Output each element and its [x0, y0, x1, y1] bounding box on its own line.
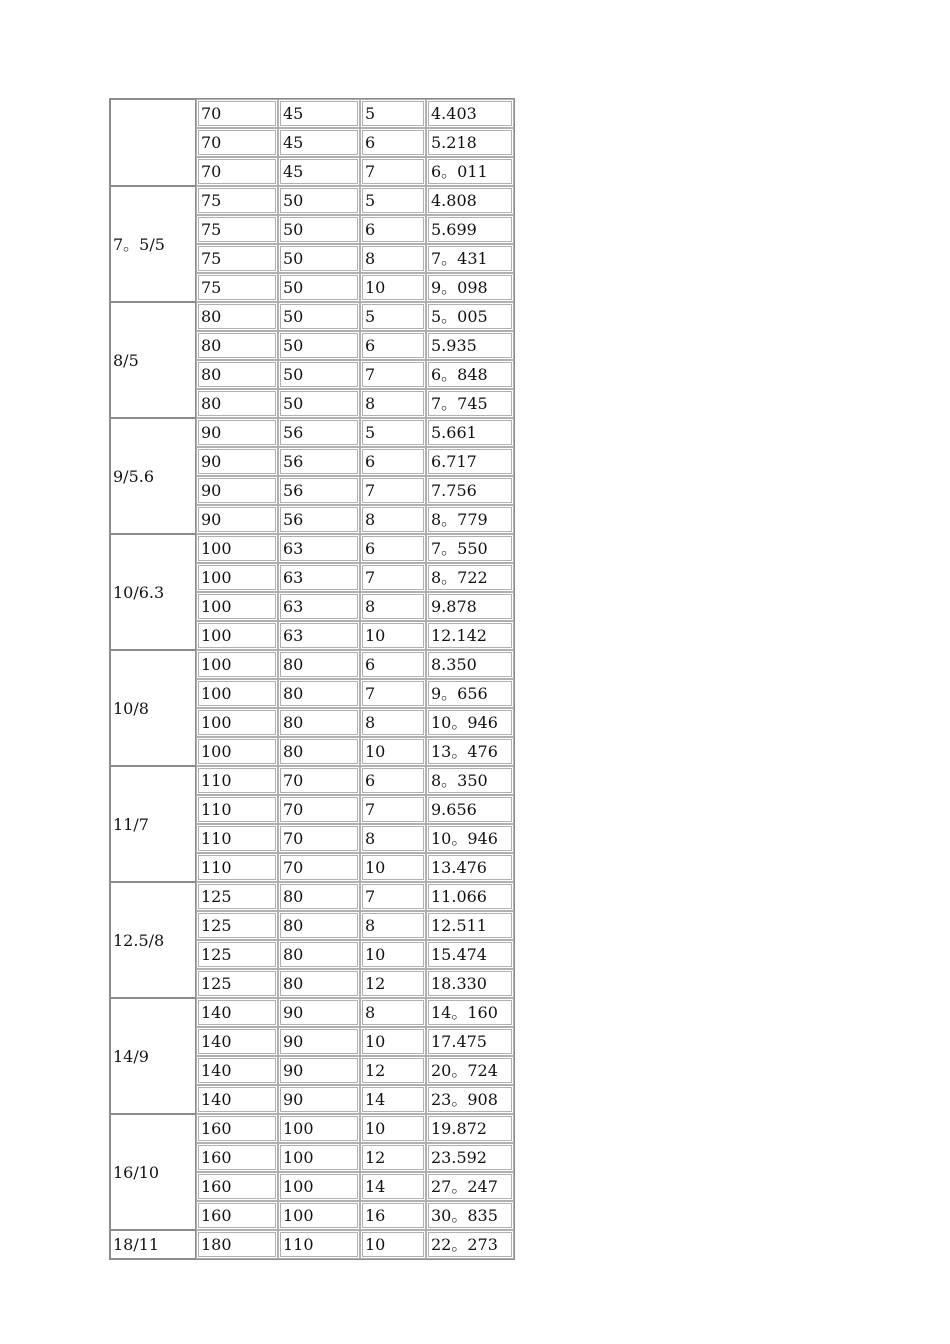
long-side-cell: 140 — [196, 1027, 278, 1056]
long-side-cell: 75 — [196, 244, 278, 273]
long-side-cell: 80 — [196, 389, 278, 418]
short-side-cell: 110 — [278, 1230, 360, 1259]
long-side-cell: 125 — [196, 911, 278, 940]
thickness-cell: 12 — [360, 969, 426, 998]
short-side-cell: 50 — [278, 215, 360, 244]
short-side-cell: 45 — [278, 128, 360, 157]
long-side-cell: 100 — [196, 621, 278, 650]
long-side-cell: 70 — [196, 128, 278, 157]
thickness-cell: 16 — [360, 1201, 426, 1230]
table-row — [110, 534, 514, 563]
thickness-cell: 8 — [360, 998, 426, 1027]
long-side-cell: 110 — [196, 824, 278, 853]
weight-cell: 30。835 — [426, 1201, 514, 1230]
weight-cell: 20。724 — [426, 1056, 514, 1085]
short-side-cell: 70 — [278, 824, 360, 853]
table-row — [110, 418, 514, 447]
short-side-cell: 50 — [278, 389, 360, 418]
weight-cell: 5.661 — [426, 418, 514, 447]
long-side-cell: 110 — [196, 795, 278, 824]
short-side-cell: 50 — [278, 302, 360, 331]
thickness-cell: 7 — [360, 360, 426, 389]
weight-cell: 10。946 — [426, 708, 514, 737]
weight-cell: 19.872 — [426, 1114, 514, 1143]
short-side-cell: 70 — [278, 795, 360, 824]
angle-steel-spec-table — [109, 98, 515, 1260]
thickness-cell: 14 — [360, 1085, 426, 1114]
long-side-cell: 160 — [196, 1201, 278, 1230]
weight-cell: 6.717 — [426, 447, 514, 476]
short-side-cell: 90 — [278, 1056, 360, 1085]
short-side-cell: 80 — [278, 679, 360, 708]
weight-cell: 13。476 — [426, 737, 514, 766]
weight-cell: 8。779 — [426, 505, 514, 534]
weight-cell: 23。908 — [426, 1085, 514, 1114]
short-side-cell: 80 — [278, 737, 360, 766]
thickness-cell: 7 — [360, 882, 426, 911]
thickness-cell: 5 — [360, 418, 426, 447]
short-side-cell: 63 — [278, 592, 360, 621]
thickness-cell: 5 — [360, 302, 426, 331]
long-side-cell: 90 — [196, 505, 278, 534]
thickness-cell: 12 — [360, 1056, 426, 1085]
short-side-cell: 56 — [278, 476, 360, 505]
long-side-cell: 160 — [196, 1114, 278, 1143]
long-side-cell: 100 — [196, 592, 278, 621]
thickness-cell: 6 — [360, 534, 426, 563]
short-side-cell: 56 — [278, 447, 360, 476]
weight-cell: 15.474 — [426, 940, 514, 969]
model-number-cell: 9/5.6 — [110, 418, 196, 534]
short-side-cell: 50 — [278, 273, 360, 302]
thickness-cell: 10 — [360, 1027, 426, 1056]
short-side-cell: 50 — [278, 244, 360, 273]
short-side-cell: 100 — [278, 1114, 360, 1143]
long-side-cell: 125 — [196, 969, 278, 998]
long-side-cell: 100 — [196, 679, 278, 708]
short-side-cell: 50 — [278, 331, 360, 360]
thickness-cell: 10 — [360, 621, 426, 650]
thickness-cell: 8 — [360, 911, 426, 940]
weight-cell: 12.511 — [426, 911, 514, 940]
thickness-cell: 8 — [360, 592, 426, 621]
table-row — [110, 650, 514, 679]
table-row — [110, 1114, 514, 1143]
table-row — [110, 186, 514, 215]
long-side-cell: 100 — [196, 708, 278, 737]
short-side-cell: 90 — [278, 998, 360, 1027]
long-side-cell: 160 — [196, 1143, 278, 1172]
weight-cell: 5.935 — [426, 331, 514, 360]
long-side-cell: 140 — [196, 1085, 278, 1114]
weight-cell: 13.476 — [426, 853, 514, 882]
weight-cell: 22。273 — [426, 1230, 514, 1259]
short-side-cell: 56 — [278, 505, 360, 534]
weight-cell: 7。550 — [426, 534, 514, 563]
thickness-cell: 7 — [360, 795, 426, 824]
weight-cell: 4.403 — [426, 99, 514, 128]
short-side-cell: 63 — [278, 563, 360, 592]
thickness-cell: 10 — [360, 737, 426, 766]
thickness-cell: 14 — [360, 1172, 426, 1201]
long-side-cell: 70 — [196, 157, 278, 186]
short-side-cell: 90 — [278, 1027, 360, 1056]
weight-cell: 10。946 — [426, 824, 514, 853]
short-side-cell: 80 — [278, 708, 360, 737]
weight-cell: 11.066 — [426, 882, 514, 911]
long-side-cell: 110 — [196, 853, 278, 882]
short-side-cell: 70 — [278, 853, 360, 882]
short-side-cell: 100 — [278, 1143, 360, 1172]
table-row — [110, 998, 514, 1027]
long-side-cell: 160 — [196, 1172, 278, 1201]
short-side-cell: 100 — [278, 1201, 360, 1230]
long-side-cell: 75 — [196, 215, 278, 244]
long-side-cell: 125 — [196, 882, 278, 911]
short-side-cell: 80 — [278, 650, 360, 679]
thickness-cell: 6 — [360, 447, 426, 476]
spec-table-body — [110, 99, 514, 1259]
short-side-cell: 45 — [278, 99, 360, 128]
weight-cell: 8。722 — [426, 563, 514, 592]
long-side-cell: 140 — [196, 998, 278, 1027]
table-row — [110, 302, 514, 331]
weight-cell: 9.656 — [426, 795, 514, 824]
long-side-cell: 100 — [196, 737, 278, 766]
thickness-cell: 10 — [360, 1114, 426, 1143]
table-row — [110, 99, 514, 128]
long-side-cell: 180 — [196, 1230, 278, 1259]
short-side-cell: 63 — [278, 621, 360, 650]
weight-cell: 6。011 — [426, 157, 514, 186]
short-side-cell: 80 — [278, 969, 360, 998]
weight-cell: 5.218 — [426, 128, 514, 157]
weight-cell: 27。247 — [426, 1172, 514, 1201]
weight-cell: 9。656 — [426, 679, 514, 708]
thickness-cell: 5 — [360, 186, 426, 215]
thickness-cell: 5 — [360, 99, 426, 128]
model-number-cell: 11/7 — [110, 766, 196, 882]
table-row — [110, 1230, 514, 1259]
thickness-cell: 7 — [360, 563, 426, 592]
long-side-cell: 80 — [196, 331, 278, 360]
model-number-cell: 14/9 — [110, 998, 196, 1114]
thickness-cell: 7 — [360, 157, 426, 186]
short-side-cell: 80 — [278, 940, 360, 969]
long-side-cell: 75 — [196, 186, 278, 215]
weight-cell: 23.592 — [426, 1143, 514, 1172]
thickness-cell: 8 — [360, 505, 426, 534]
short-side-cell: 50 — [278, 186, 360, 215]
long-side-cell: 70 — [196, 99, 278, 128]
model-number-cell: 18/11 — [110, 1230, 196, 1259]
thickness-cell: 10 — [360, 940, 426, 969]
table-row — [110, 766, 514, 795]
long-side-cell: 90 — [196, 418, 278, 447]
weight-cell: 5.699 — [426, 215, 514, 244]
long-side-cell: 125 — [196, 940, 278, 969]
long-side-cell: 100 — [196, 534, 278, 563]
long-side-cell: 90 — [196, 447, 278, 476]
thickness-cell: 12 — [360, 1143, 426, 1172]
thickness-cell: 8 — [360, 824, 426, 853]
weight-cell: 17.475 — [426, 1027, 514, 1056]
thickness-cell: 6 — [360, 215, 426, 244]
short-side-cell: 56 — [278, 418, 360, 447]
weight-cell: 9.878 — [426, 592, 514, 621]
long-side-cell: 75 — [196, 273, 278, 302]
short-side-cell: 100 — [278, 1172, 360, 1201]
model-number-cell: 8/5 — [110, 302, 196, 418]
long-side-cell: 110 — [196, 766, 278, 795]
thickness-cell: 10 — [360, 853, 426, 882]
weight-cell: 18.330 — [426, 969, 514, 998]
long-side-cell: 140 — [196, 1056, 278, 1085]
weight-cell: 9。098 — [426, 273, 514, 302]
model-number-cell — [110, 99, 196, 186]
thickness-cell: 8 — [360, 244, 426, 273]
model-number-cell: 12.5/8 — [110, 882, 196, 998]
long-side-cell: 90 — [196, 476, 278, 505]
short-side-cell: 80 — [278, 911, 360, 940]
thickness-cell: 6 — [360, 331, 426, 360]
short-side-cell: 63 — [278, 534, 360, 563]
thickness-cell: 8 — [360, 389, 426, 418]
weight-cell: 12.142 — [426, 621, 514, 650]
long-side-cell: 80 — [196, 302, 278, 331]
short-side-cell: 70 — [278, 766, 360, 795]
table-row — [110, 882, 514, 911]
thickness-cell: 7 — [360, 476, 426, 505]
long-side-cell: 80 — [196, 360, 278, 389]
weight-cell: 4.808 — [426, 186, 514, 215]
weight-cell: 7。431 — [426, 244, 514, 273]
weight-cell: 7.756 — [426, 476, 514, 505]
thickness-cell: 10 — [360, 273, 426, 302]
thickness-cell: 8 — [360, 708, 426, 737]
model-number-cell: 7。5/5 — [110, 186, 196, 302]
weight-cell: 14。160 — [426, 998, 514, 1027]
long-side-cell: 100 — [196, 650, 278, 679]
short-side-cell: 50 — [278, 360, 360, 389]
model-number-cell: 10/8 — [110, 650, 196, 766]
short-side-cell: 45 — [278, 157, 360, 186]
long-side-cell: 100 — [196, 563, 278, 592]
thickness-cell: 6 — [360, 766, 426, 795]
weight-cell: 8。350 — [426, 766, 514, 795]
weight-cell: 8.350 — [426, 650, 514, 679]
thickness-cell: 7 — [360, 679, 426, 708]
model-number-cell: 16/10 — [110, 1114, 196, 1230]
thickness-cell: 6 — [360, 128, 426, 157]
model-number-cell: 10/6.3 — [110, 534, 196, 650]
short-side-cell: 80 — [278, 882, 360, 911]
thickness-cell: 10 — [360, 1230, 426, 1259]
weight-cell: 7。745 — [426, 389, 514, 418]
short-side-cell: 90 — [278, 1085, 360, 1114]
weight-cell: 5。005 — [426, 302, 514, 331]
thickness-cell: 6 — [360, 650, 426, 679]
weight-cell: 6。848 — [426, 360, 514, 389]
